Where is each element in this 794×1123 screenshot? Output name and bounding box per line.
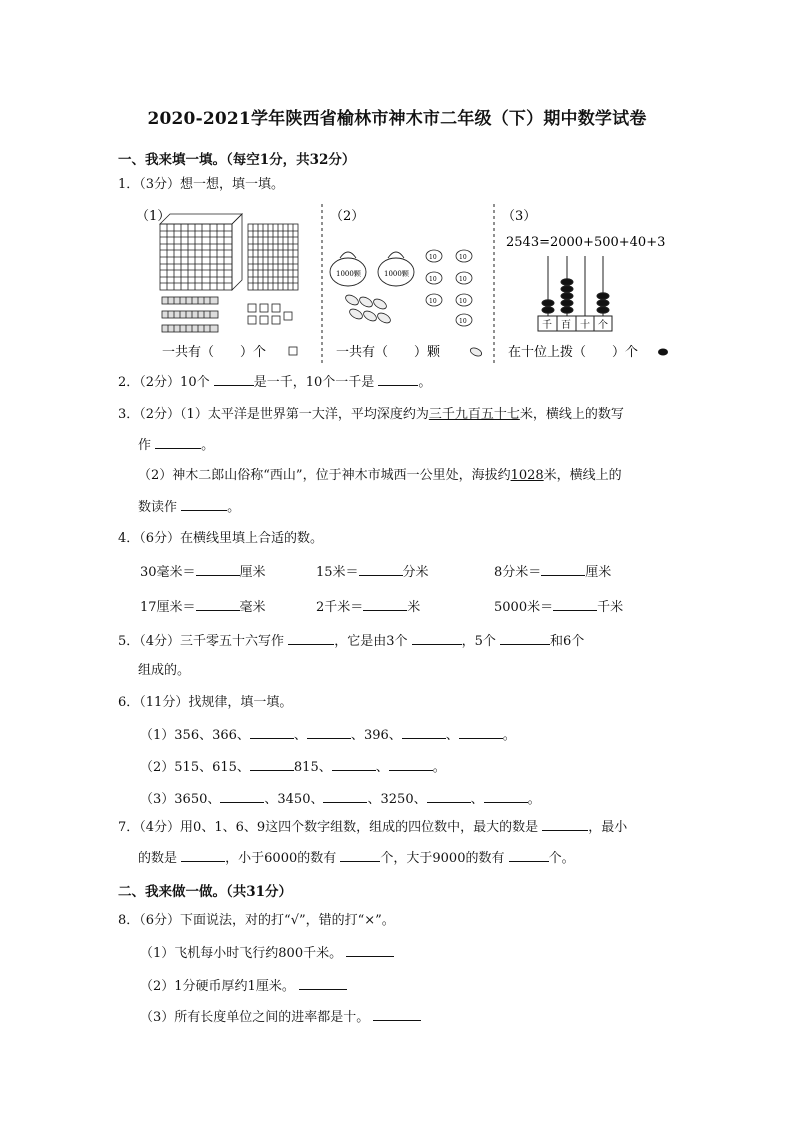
q6-row-3 xyxy=(140,790,541,809)
q6-r3-given-1: 3450 xyxy=(277,792,311,807)
q6-r1-blank-3[interactable] xyxy=(402,726,446,739)
q7-text-5: 个，大于9000的数有 xyxy=(380,851,505,866)
q5-blank-1[interactable] xyxy=(288,632,334,645)
question-7-line-2 xyxy=(138,849,575,868)
q8-blank-1[interactable] xyxy=(346,944,394,957)
peanut-small-icon xyxy=(469,346,483,357)
q6-r3-sep-2: 、 xyxy=(310,792,324,807)
fig2-caption: 一共有（ ）颗 xyxy=(336,345,441,360)
q6-r3-sep-5: 、 xyxy=(470,792,484,807)
q4-item-2-pre: 15米＝ xyxy=(316,565,359,580)
q3-text-8: 。 xyxy=(227,500,241,515)
q5-blank-2[interactable] xyxy=(412,632,462,645)
q7-text-2: ，最小 xyxy=(588,820,628,835)
fig3-caption: 在十位上拨（ ）个 xyxy=(508,345,639,360)
q6-r2-blank-3[interactable] xyxy=(389,758,433,771)
hundred-flat-icon xyxy=(248,224,298,290)
fig1-caption: 一共有（ ）个 xyxy=(162,345,267,360)
small-bag-label-4: 10 xyxy=(459,276,467,283)
q4-item-4-pre: 17厘米＝ xyxy=(140,600,196,615)
q5-text-3: ，5个 xyxy=(461,634,496,649)
q8-statement-2 xyxy=(140,977,347,996)
q6-r1-given: 396 xyxy=(363,728,389,743)
q7-text-4: ，小于6000的数有 xyxy=(225,851,337,866)
q6-r1-sep-1: 、 xyxy=(293,728,307,743)
q4-item-2-post: 分米 xyxy=(402,565,429,580)
bag-label-2: 1000颗 xyxy=(384,270,409,278)
q4-blank-1[interactable] xyxy=(196,563,240,576)
fig3-equation: 2543=2000+500+40+3 xyxy=(506,235,666,250)
q7-blank-3[interactable] xyxy=(340,849,380,862)
abacus-label-hundreds: 百 xyxy=(561,320,571,331)
page-title: 2020-2021学年陕西省榆林市神木市二年级（下）期中数学试卷 xyxy=(147,109,647,129)
q3-blank-2[interactable] xyxy=(181,498,227,511)
q4-blank-6[interactable] xyxy=(553,598,597,611)
q7-blank-4[interactable] xyxy=(509,849,549,862)
q6-r3-blank-2[interactable] xyxy=(323,790,367,803)
q6-r2-end: 。 xyxy=(432,760,446,775)
q3-text-6: 米，横线上的 xyxy=(543,468,622,483)
small-bag-label-6: 10 xyxy=(459,298,467,305)
q8-statement-1 xyxy=(140,944,394,963)
fig1-label: （1） xyxy=(136,209,171,224)
q6-r1-blank-1[interactable] xyxy=(250,726,294,739)
abacus-label-tens: 十 xyxy=(580,320,590,331)
q7-text-3: 的数是 xyxy=(138,851,178,866)
small-bags-icon xyxy=(426,250,472,326)
q6-r1-blank-4[interactable] xyxy=(459,726,503,739)
q4-item-6-pre: 5000米＝ xyxy=(494,600,554,615)
question-3-line-2 xyxy=(138,436,214,455)
q6-r3-end: 。 xyxy=(527,792,541,807)
q4-blank-3[interactable] xyxy=(541,563,585,576)
q6-row-2 xyxy=(140,758,446,777)
thousand-cube-icon xyxy=(160,214,242,290)
q6-r1-end: 。 xyxy=(502,728,516,743)
q4-item-2 xyxy=(316,563,429,582)
question-3-line-3 xyxy=(138,467,622,485)
bead-icon xyxy=(658,349,668,356)
q6-r3-sep-1: 、 xyxy=(264,792,278,807)
q3-underlined-number: 三千九百五十七 xyxy=(428,407,520,422)
q4-item-5-post: 米 xyxy=(407,600,421,615)
q4-blank-4[interactable] xyxy=(196,598,240,611)
small-bag-label-1: 10 xyxy=(429,254,437,261)
q3-text-3: 作 xyxy=(138,438,152,453)
q6-r3-given-2: 3250 xyxy=(380,792,414,807)
abacus-label-ones: 个 xyxy=(598,320,608,331)
q4-blank-5[interactable] xyxy=(363,598,407,611)
q6-r2-given: 815 xyxy=(293,760,319,775)
q3-text-2: 米，横线上的数写 xyxy=(519,407,624,422)
q3-text-7: 数读作 xyxy=(138,500,178,515)
q7-text-1: 7．（4分）用0、1、6、9这四个数字组数，组成的四位数中，最大的数是 xyxy=(118,820,539,835)
q6-r2-sep-2: 、 xyxy=(375,760,389,775)
q6-r3-sep-3: 、 xyxy=(367,792,381,807)
question-7-line-1 xyxy=(118,818,627,837)
q6-r1-sep-4: 、 xyxy=(445,728,459,743)
question-1: 1．（3分）想一想，填一填。 xyxy=(118,177,285,192)
q5-text-1: 5．（4分）三千零五十六写作 xyxy=(118,634,285,649)
q6-r3-sep-4: 、 xyxy=(413,792,427,807)
q4-item-4-post: 毫米 xyxy=(239,600,266,615)
fig2-label: （2） xyxy=(330,209,365,224)
small-bag-label-2: 10 xyxy=(459,254,467,261)
q4-item-3-post: 厘米 xyxy=(585,565,612,580)
ten-rods-icon xyxy=(162,297,218,332)
q2-blank-1[interactable] xyxy=(214,373,254,386)
question-6: 6．（11分）找规律，填一填。 xyxy=(118,695,293,710)
q2-text-1: 2．（2分）10个 xyxy=(118,375,210,390)
q6-r1-blank-2[interactable] xyxy=(307,726,351,739)
q3-underlined-altitude: 1028 xyxy=(510,468,544,483)
q8-blank-3[interactable] xyxy=(373,1008,421,1021)
q7-text-6: 个。 xyxy=(548,851,575,866)
question-5-line-1 xyxy=(118,632,584,651)
q8-blank-2[interactable] xyxy=(299,977,347,990)
q3-text-5: （2）神木二郎山俗称“西山”，位于神木市城西一公里处，海拔约 xyxy=(138,468,511,483)
q6-r3-blank-3[interactable] xyxy=(427,790,471,803)
q4-item-6 xyxy=(494,598,623,617)
q6-r1-sep-3: 、 xyxy=(388,728,402,743)
q8-s3-text: （3）所有长度单位之间的进率都是十。 xyxy=(140,1010,370,1025)
small-bag-label-3: 10 xyxy=(429,276,437,283)
q3-blank-1[interactable] xyxy=(155,436,201,449)
q4-item-1 xyxy=(140,563,266,582)
q4-item-3 xyxy=(494,563,611,582)
q4-item-5 xyxy=(316,598,420,617)
q6-r2-blank-2[interactable] xyxy=(332,758,376,771)
question-1-illustration xyxy=(134,200,680,368)
section-heading-fill: 一、我来填一填。（每空1分，共32分） xyxy=(118,152,356,168)
question-4: 4．（6分）在横线里填上合适的数。 xyxy=(118,531,324,546)
abacus-label-thousands: 千 xyxy=(542,320,552,331)
q6-row-1 xyxy=(140,726,516,745)
small-bag-label-5: 10 xyxy=(429,298,437,305)
q6-r3-start: （3）3650、 xyxy=(140,792,221,807)
q5-text-4: 和6个 xyxy=(550,634,585,649)
q6-r1-start: （1）356、366、 xyxy=(140,728,250,743)
q2-text-2: 是一千，10个一千是 xyxy=(253,375,375,390)
q7-blank-2[interactable] xyxy=(181,849,225,862)
q3-text-1: 3．（2分）（1）太平洋是世界第一大洋，平均深度约为 xyxy=(118,407,429,422)
small-bag-label-7: 10 xyxy=(459,318,467,325)
q7-blank-1[interactable] xyxy=(542,818,588,831)
q8-statement-3 xyxy=(140,1008,421,1027)
question-5-line-2: 组成的。 xyxy=(138,663,191,678)
q4-item-4 xyxy=(140,598,266,617)
q6-r2-start: （2）515、615、 xyxy=(140,760,250,775)
q2-text-3: 。 xyxy=(418,375,432,390)
peanut-icon xyxy=(344,293,392,325)
q4-item-5-pre: 2千米＝ xyxy=(316,600,364,615)
q8-s2-text: （2）1分硬币厚约1厘米。 xyxy=(140,979,295,994)
q4-item-1-pre: 30毫米＝ xyxy=(140,565,196,580)
question-3-line-1 xyxy=(118,406,624,424)
q8-s1-text: （1）飞机每小时飞行约800千米。 xyxy=(140,946,343,961)
q4-blank-2[interactable] xyxy=(359,563,403,576)
q6-r2-sep-1: 、 xyxy=(318,760,332,775)
money-bag-icon xyxy=(330,252,414,286)
cube-icon xyxy=(289,347,297,355)
q4-item-1-post: 厘米 xyxy=(239,565,266,580)
q5-blank-3[interactable] xyxy=(500,632,550,645)
q3-text-4: 。 xyxy=(201,438,215,453)
unit-cubes-icon xyxy=(248,304,292,324)
section-heading-do: 二、我来做一做。（共31分） xyxy=(118,884,293,900)
q6-r3-blank-4[interactable] xyxy=(484,790,528,803)
q6-r2-blank-1[interactable] xyxy=(250,758,294,771)
q4-item-6-post: 千米 xyxy=(597,600,624,615)
question-3-line-4 xyxy=(138,498,240,517)
q6-r1-sep-2: 、 xyxy=(350,728,364,743)
bag-label-1: 1000颗 xyxy=(336,270,361,278)
q4-item-3-pre: 8分米＝ xyxy=(494,565,542,580)
q6-r3-blank-1[interactable] xyxy=(220,790,264,803)
q2-blank-2[interactable] xyxy=(378,373,418,386)
question-1-figure xyxy=(134,200,680,368)
question-8: 8．（6分）下面说法，对的打“√”，错的打“×”。 xyxy=(118,913,395,928)
q5-text-2: ，它是由3个 xyxy=(334,634,408,649)
question-2 xyxy=(118,373,431,392)
fig3-label: （3） xyxy=(502,209,537,224)
